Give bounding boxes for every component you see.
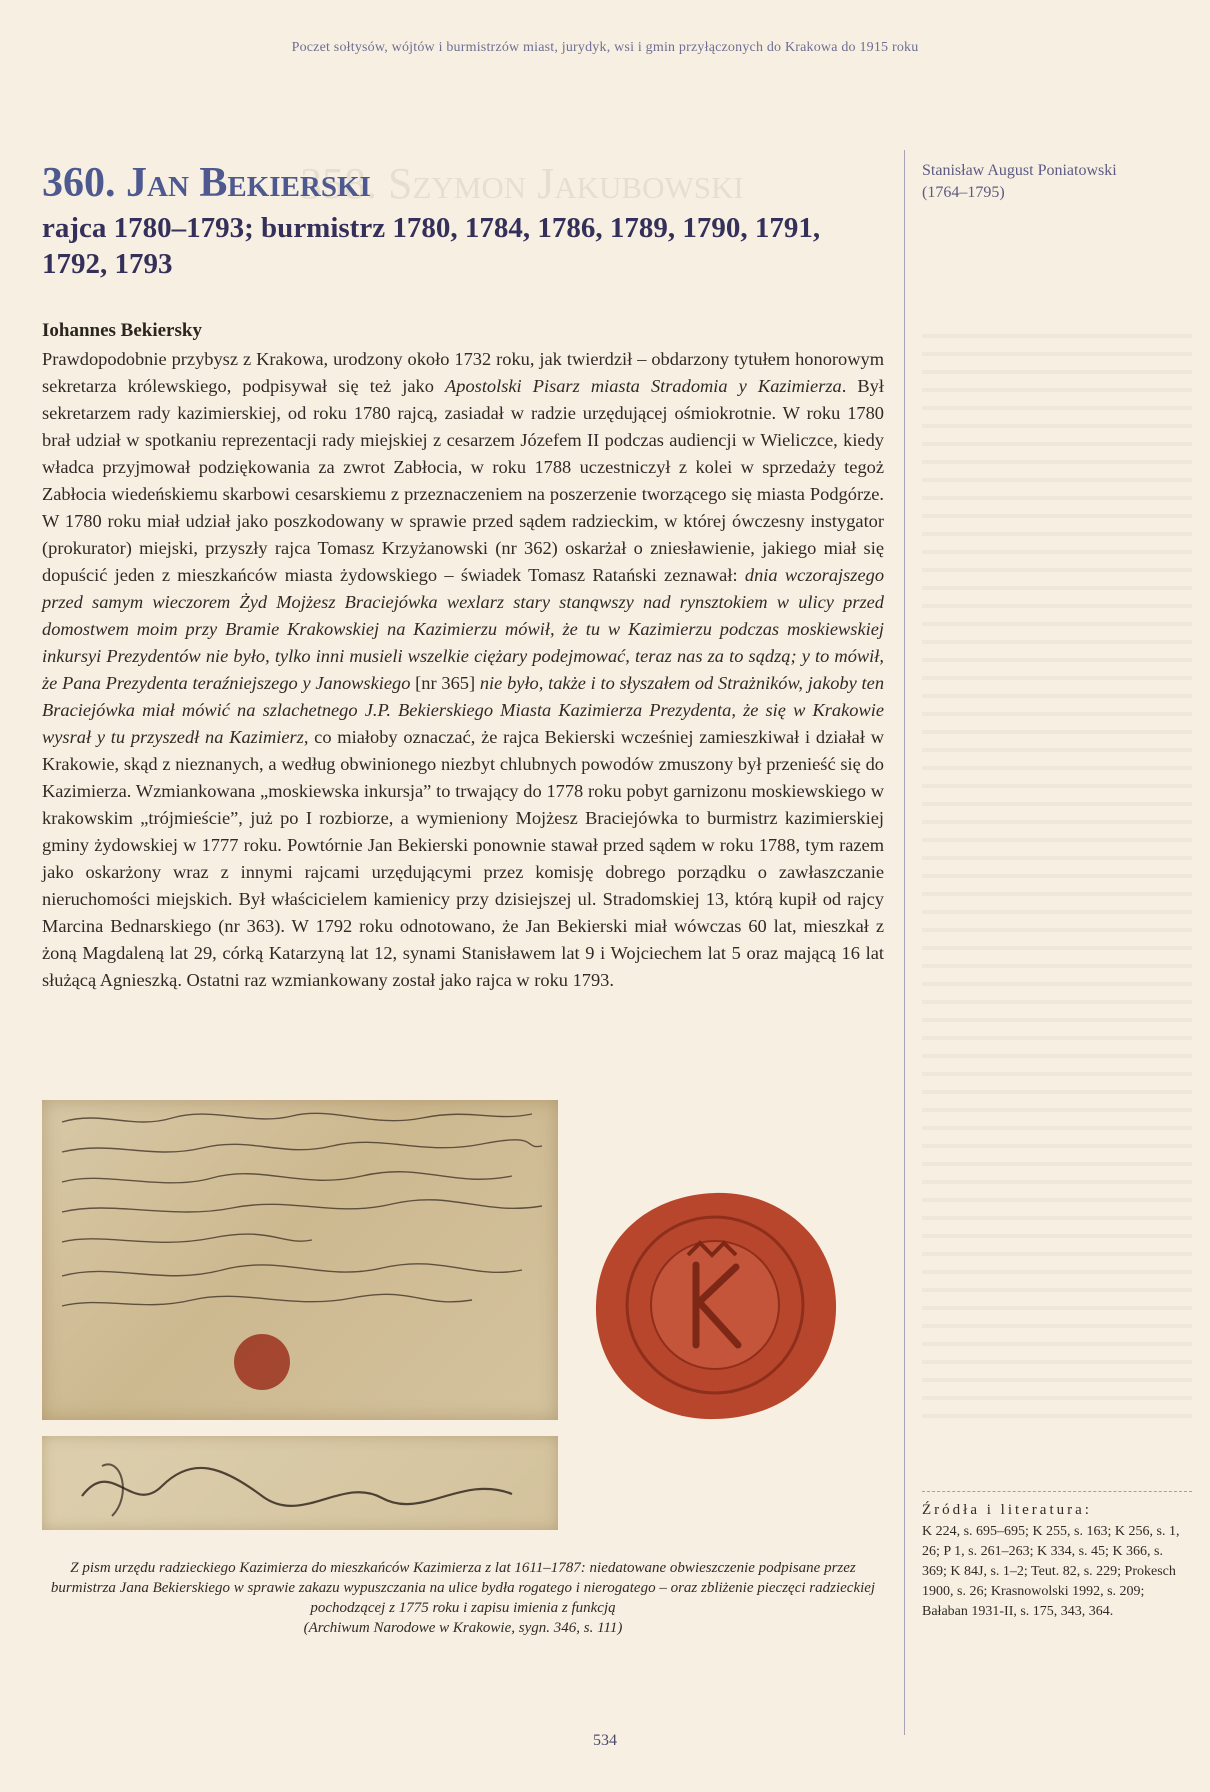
body-text-1: Prawdopodobnie przybysz z Krakowa, urodzony około 1732 roku, jak twierdził – obdarzony tytułem honorowym sekretarza królewskiego, podpisywał się też jako [42,349,884,396]
caption-source: (Archiwum Narodowe w Krakowie, sygn. 346, s. 111) [303,1620,623,1636]
signature-scribble [42,1436,558,1530]
entry-body [42,346,884,994]
page-number: 534 [593,1732,617,1749]
latin-name: Iohannes Bekiersky [42,320,202,341]
entry-main [42,160,884,994]
entry-subtitle: rajca 1780–1793; burmistrz 1780, 1784, 1786, 1789, 1790, 1791, 1792, 1793 [42,212,821,280]
wax-seal-drawing [588,1185,842,1425]
body-text-3: [nr 365] [410,673,480,693]
reign-years: (1764–1795) [922,184,1005,201]
body-text-2: . Był sekretarzem rady kazimierskiej, od roku 1780 rajcą, zasiadał w radzie urzędującej ośmiokrotnie. W roku 1780 brał udział w spotkaniu reprezentacji rady miejskiej z cesarzem Józefem II podczas audiencji w Wieliczce, kiedy władca przyjmował podziękowania za zwrot Zabłocia, w roku 1788 uczestniczył z kolei w sprzedaży tegoż Zabłocia wiedeńskiemu skarbowi cesarskiemu z przeznaczeniem na poszerzenie tworzącego się miasta Podgórze. W 1780 roku miał udział jako poszkodowany w sprawie przed sądem radzieckim, w której ówczesny instygator (prokurator) miejski, przyszły rajca Tomasz Krzyżanowski (nr 362) oskarżał o zniesławienie, jakiego miał się dopuścić jeden z mieszkańców miasta żydowskiego – świadek Tomasz Ratański zeznawał: [42,376,884,585]
small-seal [234,1334,290,1390]
caption-description: Z pism urzędu radzieckiego Kazimierza do mieszkańców Kazimierza z lat 1611–1787: niedatowane obwieszczenie podpisane przez burmistrza Jana Bekierskiego w sprawie zakazu wypuszczania na ulice bydła rogatego i nierogatego – oraz zbliżenie pieczęci radzieckiej pochodzącej z 1775 roku i zapisu imienia z funkcją [50,1560,876,1616]
handwriting-scribbles [42,1100,558,1420]
column-divider [904,150,905,1735]
wax-seal-image [588,1185,842,1425]
body-text-4: , co miałoby oznaczać, że rajca Bekierski wcześniej zamieszkiwał i działał w Krakowie, skąd z nieznanych, a według obwinionego niezbyt chlubnych powodów zmuszony był przenieść się do Kazimierza. Wzmiankowana „moskiewska inkursja” to trwający do 1778 roku pobyt garnizonu moskiewskiego w krakowskim „trójmieście”, już po I rozbiorze, a wymieniony Mojżesz Braciejówka to burmistrz kazimierskiej gminy żydowskiej w 1777 roku. Powtórnie Jan Bekierski ponownie stawał przed sądem w roku 1788, tym razem jako oskarżony wraz z innymi rajcami urzędującymi przez komisję dobrego porządku o zawłaszczanie nieruchomości miejskich. Był właścicielem kamienicy przy dzisiejszej ul. Stradomskiej 13, którą kupił od rajcy Marcina Bednarskiego (nr 363). W 1792 roku odnotowano, że Jan Bekierski miał wówczas 60 lat, mieszkał z żoną Magdaleną lat 29, córką Katarzyną lat 12, synami Stanisławem lat 9 i Wojciechem lat 5 oraz mającą 16 lat służącą Agnieszką. Ostatni raz wzmiankowany został jako rajca w roku 1793. [42,727,884,990]
running-head: Poczet sołtysów, wójtów i burmistrzów miast, jurydyk, wsi i gmin przyłączonych do Krakowa do 1915 roku [291,40,919,55]
body-quote-2: dnia wczorajszego przed samym wieczorem Żyd Mojżesz Braciejówka wexlarz stary stanąwszy nad rynsztokiem w ulicy przed domostwem moim przy Bramie Krakowskiej na Kazimierzu mówił, że tu w Kazimierzu podczas moskiewskiej inkursyi Prezydentów nie było, tylko inni musieli wszelkie ciężary podejmować, teraz nas za to sądzą; y to mówił, że Pana Prezydenta teraźniejszego y Janowskiego [42,565,885,693]
figure-caption [42,1558,884,1638]
sources-list: K 224, s. 695–695; K 255, s. 163; K 256, s. 1, 26; P 1, s. 261–263; K 334, s. 45; K 366, s. 369; K 84J, s. 1–2; Teut. 82, s. 229; Prokesch 1900, s. 26; Krasnowolski 1992, s. 209; Bałaban 1931-II, s. 175, 343, 364. [922,1524,1180,1619]
signature-image [42,1436,558,1530]
document-image [42,1100,558,1420]
entry-title: 360. Jan Bekierski [42,160,371,206]
monarch-name: Stanisław August Poniatowski [922,162,1117,179]
body-quote-3: nie było, także i to słyszałem od Strażników, jakoby ten Braciejówka miał mówić na szlachetnego J.P. Bekierskiego Miasta Kazimierza Prezydenta, że się w Krakowie wysrał y tu przyszedł na Kazimierz [42,673,885,747]
body-quote-1: Apostolski Pisarz miasta Stradomia y Kazimierza [445,376,842,396]
sidebar-reign [922,160,1192,204]
sidebar-bleed-through [922,320,1192,1420]
bleed-through-text: 358. Szymon Jakubowski [300,159,744,208]
sources-divider [922,1491,1192,1492]
sources-heading: Źródła i literatura: [922,1502,1092,1518]
